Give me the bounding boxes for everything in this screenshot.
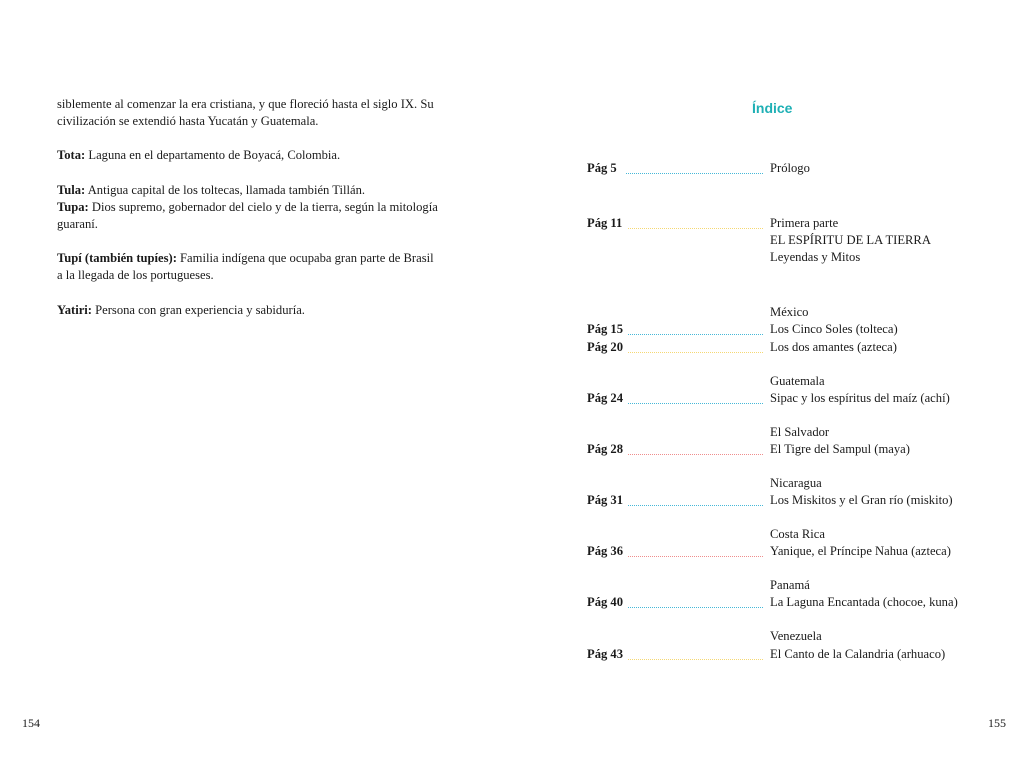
toc-row-part-one[interactable] (587, 216, 1007, 233)
toc-title: Los Cinco Soles (tolteca) (770, 322, 898, 336)
toc-leader-dots (628, 403, 763, 404)
toc-row-entry[interactable] (587, 391, 1007, 408)
glossary-entry-tupa: Tupa: Dios supremo, gobernador del cielo y de la tierra, según la mitología guaraní. (57, 199, 438, 232)
toc-row-entry[interactable] (587, 442, 1007, 459)
toc-row-entry[interactable] (587, 340, 1007, 357)
glossary-entry-tupi: Tupí (también tupíes): Familia indígena que ocupaba gran parte de Brasil a la llegada de los portugueses. (57, 251, 434, 283)
toc-page-number: Pág 28 (587, 442, 624, 456)
country-heading-guatemala: Guatemala (770, 374, 825, 388)
toc-leader-dots (628, 454, 763, 455)
glossary-entry-tota: Tota: Laguna en el departamento de Boyacá, Colombia. (57, 148, 341, 163)
toc-part-subtitle-2: Leyendas y Mitos (770, 250, 861, 264)
toc-leader-dots (626, 173, 763, 174)
glossary-entry-tula: Tula: Antigua capital de los toltecas, llamada también Tillán. (57, 182, 366, 197)
toc-page-number: Pág 43 (587, 647, 624, 661)
toc-title: Yanique, el Príncipe Nahua (azteca) (770, 544, 951, 558)
toc-page-number: Pág 36 (587, 544, 624, 558)
toc-leader-dots (628, 659, 763, 660)
toc-page-number: Pág 20 (587, 340, 624, 354)
toc-page-number: Pág 40 (587, 595, 624, 609)
toc-leader-dots (628, 352, 763, 353)
toc-page-number: Pág 5 (587, 161, 617, 175)
toc-page-number: Pág 31 (587, 493, 624, 507)
toc-row-prologue[interactable] (587, 161, 1007, 178)
country-heading-mexico: México (770, 305, 809, 319)
toc-row-entry[interactable] (587, 595, 1007, 612)
toc-row-entry[interactable] (587, 544, 1007, 561)
toc-title: Primera parte (770, 216, 839, 230)
toc-leader-dots (628, 607, 763, 608)
toc-title: Los Miskitos y el Gran río (miskito) (770, 493, 953, 507)
toc-leader-dots (628, 334, 763, 335)
toc-row-entry[interactable] (587, 647, 1007, 664)
toc-page-number: Pág 11 (587, 216, 623, 230)
toc-title: La Laguna Encantada (chocoe, kuna) (770, 595, 958, 609)
toc-title: El Tigre del Sampul (maya) (770, 442, 910, 456)
index-title: Índice (752, 100, 793, 116)
toc-row-entry[interactable] (587, 322, 1007, 339)
toc-leader-dots (628, 505, 763, 506)
glossary-entry-yatiri: Yatiri: Persona con gran experiencia y sabiduría. (57, 302, 305, 317)
toc-title: Sipac y los espíritus del maíz (achí) (770, 391, 950, 405)
country-heading-costa-rica: Costa Rica (770, 527, 825, 541)
glossary-text (57, 96, 442, 319)
page-number-left: 154 (22, 716, 40, 730)
toc-leader-dots (628, 228, 763, 229)
country-heading-el-salvador: El Salvador (770, 425, 830, 439)
page-number-right: 155 (988, 716, 1006, 730)
toc-row-entry[interactable] (587, 493, 1007, 510)
glossary-paragraph-continuation: siblemente al comenzar la era cristiana, y que floreció hasta el siglo IX. Su civilización se extendió hasta Yucatán y Guatemala. (57, 97, 434, 129)
country-heading-venezuela: Venezuela (770, 629, 822, 643)
toc-title: Los dos amantes (azteca) (770, 340, 897, 354)
toc-title: Prólogo (770, 161, 810, 175)
toc-page-number: Pág 24 (587, 391, 624, 405)
country-heading-panama: Panamá (770, 578, 810, 592)
toc-page-number: Pág 15 (587, 322, 624, 336)
toc-title: El Canto de la Calandria (arhuaco) (770, 647, 946, 661)
right-page (512, 0, 1024, 768)
country-heading-nicaragua: Nicaragua (770, 476, 822, 490)
toc-part-subtitle: EL ESPÍRITU DE LA TIERRA (770, 233, 931, 247)
toc-leader-dots (628, 556, 763, 557)
